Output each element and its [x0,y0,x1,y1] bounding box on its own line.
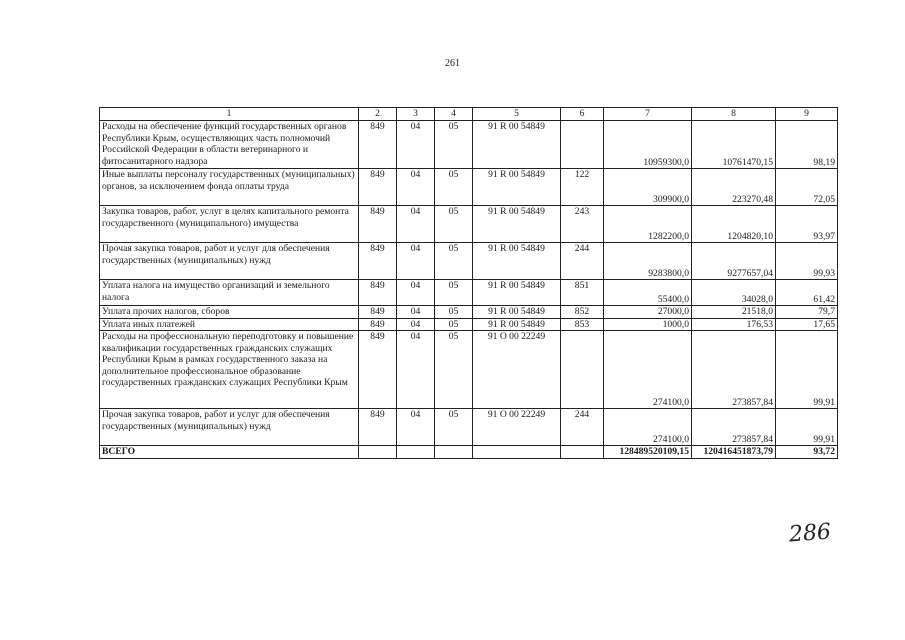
cell-col2: 849 [359,121,397,169]
row-description: Иные выплаты персоналу государственных (муниципальных) органов, за исключением фонда оплаты труда [100,169,359,206]
cell-col6: 244 [561,409,604,446]
cell-col3: 04 [397,206,435,243]
cell-col2: 849 [359,243,397,280]
cell-col7: 1282200,0 [604,206,692,243]
cell-col8: 21518,0 [692,306,776,319]
cell-col4: 05 [435,206,473,243]
header-cell: 3 [397,108,435,121]
cell-col5 [473,446,561,459]
cell-col7: 27000,0 [604,306,692,319]
cell-col8: 10761470,15 [692,121,776,169]
cell-col5: 91 R 00 54849 [473,243,561,280]
cell-col7: 9283800,0 [604,243,692,280]
cell-col5: 91 R 00 54849 [473,318,561,331]
row-description: Прочая закупка товаров, работ и услуг для обеспечения государственных (муниципальных) нужд [100,243,359,280]
row-description: Уплата налога на имущество организаций и земельного налога [100,280,359,306]
cell-col6: 852 [561,306,604,319]
cell-col3: 04 [397,243,435,280]
cell-col8: 273857,84 [692,331,776,409]
cell-col2: 849 [359,306,397,319]
cell-col2: 849 [359,206,397,243]
cell-col2: 849 [359,169,397,206]
cell-col7: 274100,0 [604,409,692,446]
budget-table [99,107,838,459]
cell-col2: 849 [359,409,397,446]
cell-col3: 04 [397,409,435,446]
cell-col9: 99,91 [776,331,838,409]
cell-col3: 04 [397,169,435,206]
row-description: Прочая закупка товаров, работ и услуг для обеспечения государственных (муниципальных) нужд [100,409,359,446]
cell-col9: 99,93 [776,243,838,280]
total-label: ВСЕГО [100,446,359,459]
cell-col7: 309900,0 [604,169,692,206]
cell-col3: 04 [397,306,435,319]
table-row [100,169,838,206]
header-cell: 8 [692,108,776,121]
cell-col8: 223270,48 [692,169,776,206]
table-row [100,306,838,319]
cell-col4: 05 [435,318,473,331]
cell-col6: 122 [561,169,604,206]
header-row [100,108,838,121]
cell-col9: 61,42 [776,280,838,306]
cell-col9: 72,05 [776,169,838,206]
table-row [100,206,838,243]
cell-col6 [561,446,604,459]
cell-col3: 04 [397,331,435,409]
header-cell: 5 [473,108,561,121]
header-cell: 6 [561,108,604,121]
cell-col2: 849 [359,331,397,409]
cell-col9: 93,97 [776,206,838,243]
cell-col6: 244 [561,243,604,280]
cell-col2 [359,446,397,459]
cell-col5: 91 R 00 54849 [473,280,561,306]
cell-col4: 05 [435,169,473,206]
cell-col7: 10959300,0 [604,121,692,169]
cell-col5: 91 О 00 22249 [473,409,561,446]
cell-col4: 05 [435,331,473,409]
table-row [100,318,838,331]
cell-col6 [561,331,604,409]
cell-col8: 9277657,04 [692,243,776,280]
cell-col3: 04 [397,318,435,331]
cell-col8: 34028,0 [692,280,776,306]
table-row [100,409,838,446]
cell-col6: 243 [561,206,604,243]
header-cell: 7 [604,108,692,121]
page-number: 261 [445,58,460,69]
cell-col8: 1204820,10 [692,206,776,243]
cell-col6: 851 [561,280,604,306]
header-cell: 4 [435,108,473,121]
row-description: Уплата иных платежей [100,318,359,331]
total-row [100,446,838,459]
cell-col9: 17,65 [776,318,838,331]
handwritten-page-number: 286 [788,519,832,548]
cell-col3: 04 [397,121,435,169]
header-cell: 1 [100,108,359,121]
table-row [100,280,838,306]
cell-col7: 1000,0 [604,318,692,331]
row-description: Расходы на профессиональную переподготовку и повышение квалификации государственных гражданских служащих Республики Крым в рамках государственного заказа на дополнительное профессиональное образование государственных гражданских служащих Республики Крым [100,331,359,409]
cell-col9: 99,91 [776,409,838,446]
cell-col5: 91 R 00 54849 [473,206,561,243]
cell-col7: 274100,0 [604,331,692,409]
cell-col4: 05 [435,409,473,446]
header-cell: 9 [776,108,838,121]
table-row [100,331,838,409]
table-row [100,243,838,280]
cell-col6: 853 [561,318,604,331]
total-col7: 128489520109,15 [604,446,692,459]
row-description: Закупка товаров, работ, услуг в целях капитального ремонта государственного (муниципального) имущества [100,206,359,243]
cell-col6 [561,121,604,169]
cell-col7: 55400,0 [604,280,692,306]
header-cell: 2 [359,108,397,121]
cell-col4: 05 [435,280,473,306]
cell-col3 [397,446,435,459]
cell-col8: 273857,84 [692,409,776,446]
cell-col5: 91 R 00 54849 [473,169,561,206]
total-col8: 120416451873,79 [692,446,776,459]
table-row [100,121,838,169]
cell-col9: 79,7 [776,306,838,319]
cell-col5: 91 R 00 54849 [473,306,561,319]
cell-col5: 91 R 00 54849 [473,121,561,169]
cell-col3: 04 [397,280,435,306]
cell-col9: 98,19 [776,121,838,169]
row-description: Расходы на обеспечение функций государственных органов Республики Крым, осуществляющих часть полномочий Российской Федерации в области ветеринарного и фитосанитарного надзора [100,121,359,169]
cell-col4: 05 [435,121,473,169]
total-col9: 93,72 [776,446,838,459]
cell-col4 [435,446,473,459]
cell-col2: 849 [359,280,397,306]
cell-col8: 176,53 [692,318,776,331]
cell-col4: 05 [435,243,473,280]
cell-col2: 849 [359,318,397,331]
row-description: Уплата прочих налогов, сборов [100,306,359,319]
cell-col5: 91 О 00 22249 [473,331,561,409]
cell-col4: 05 [435,306,473,319]
